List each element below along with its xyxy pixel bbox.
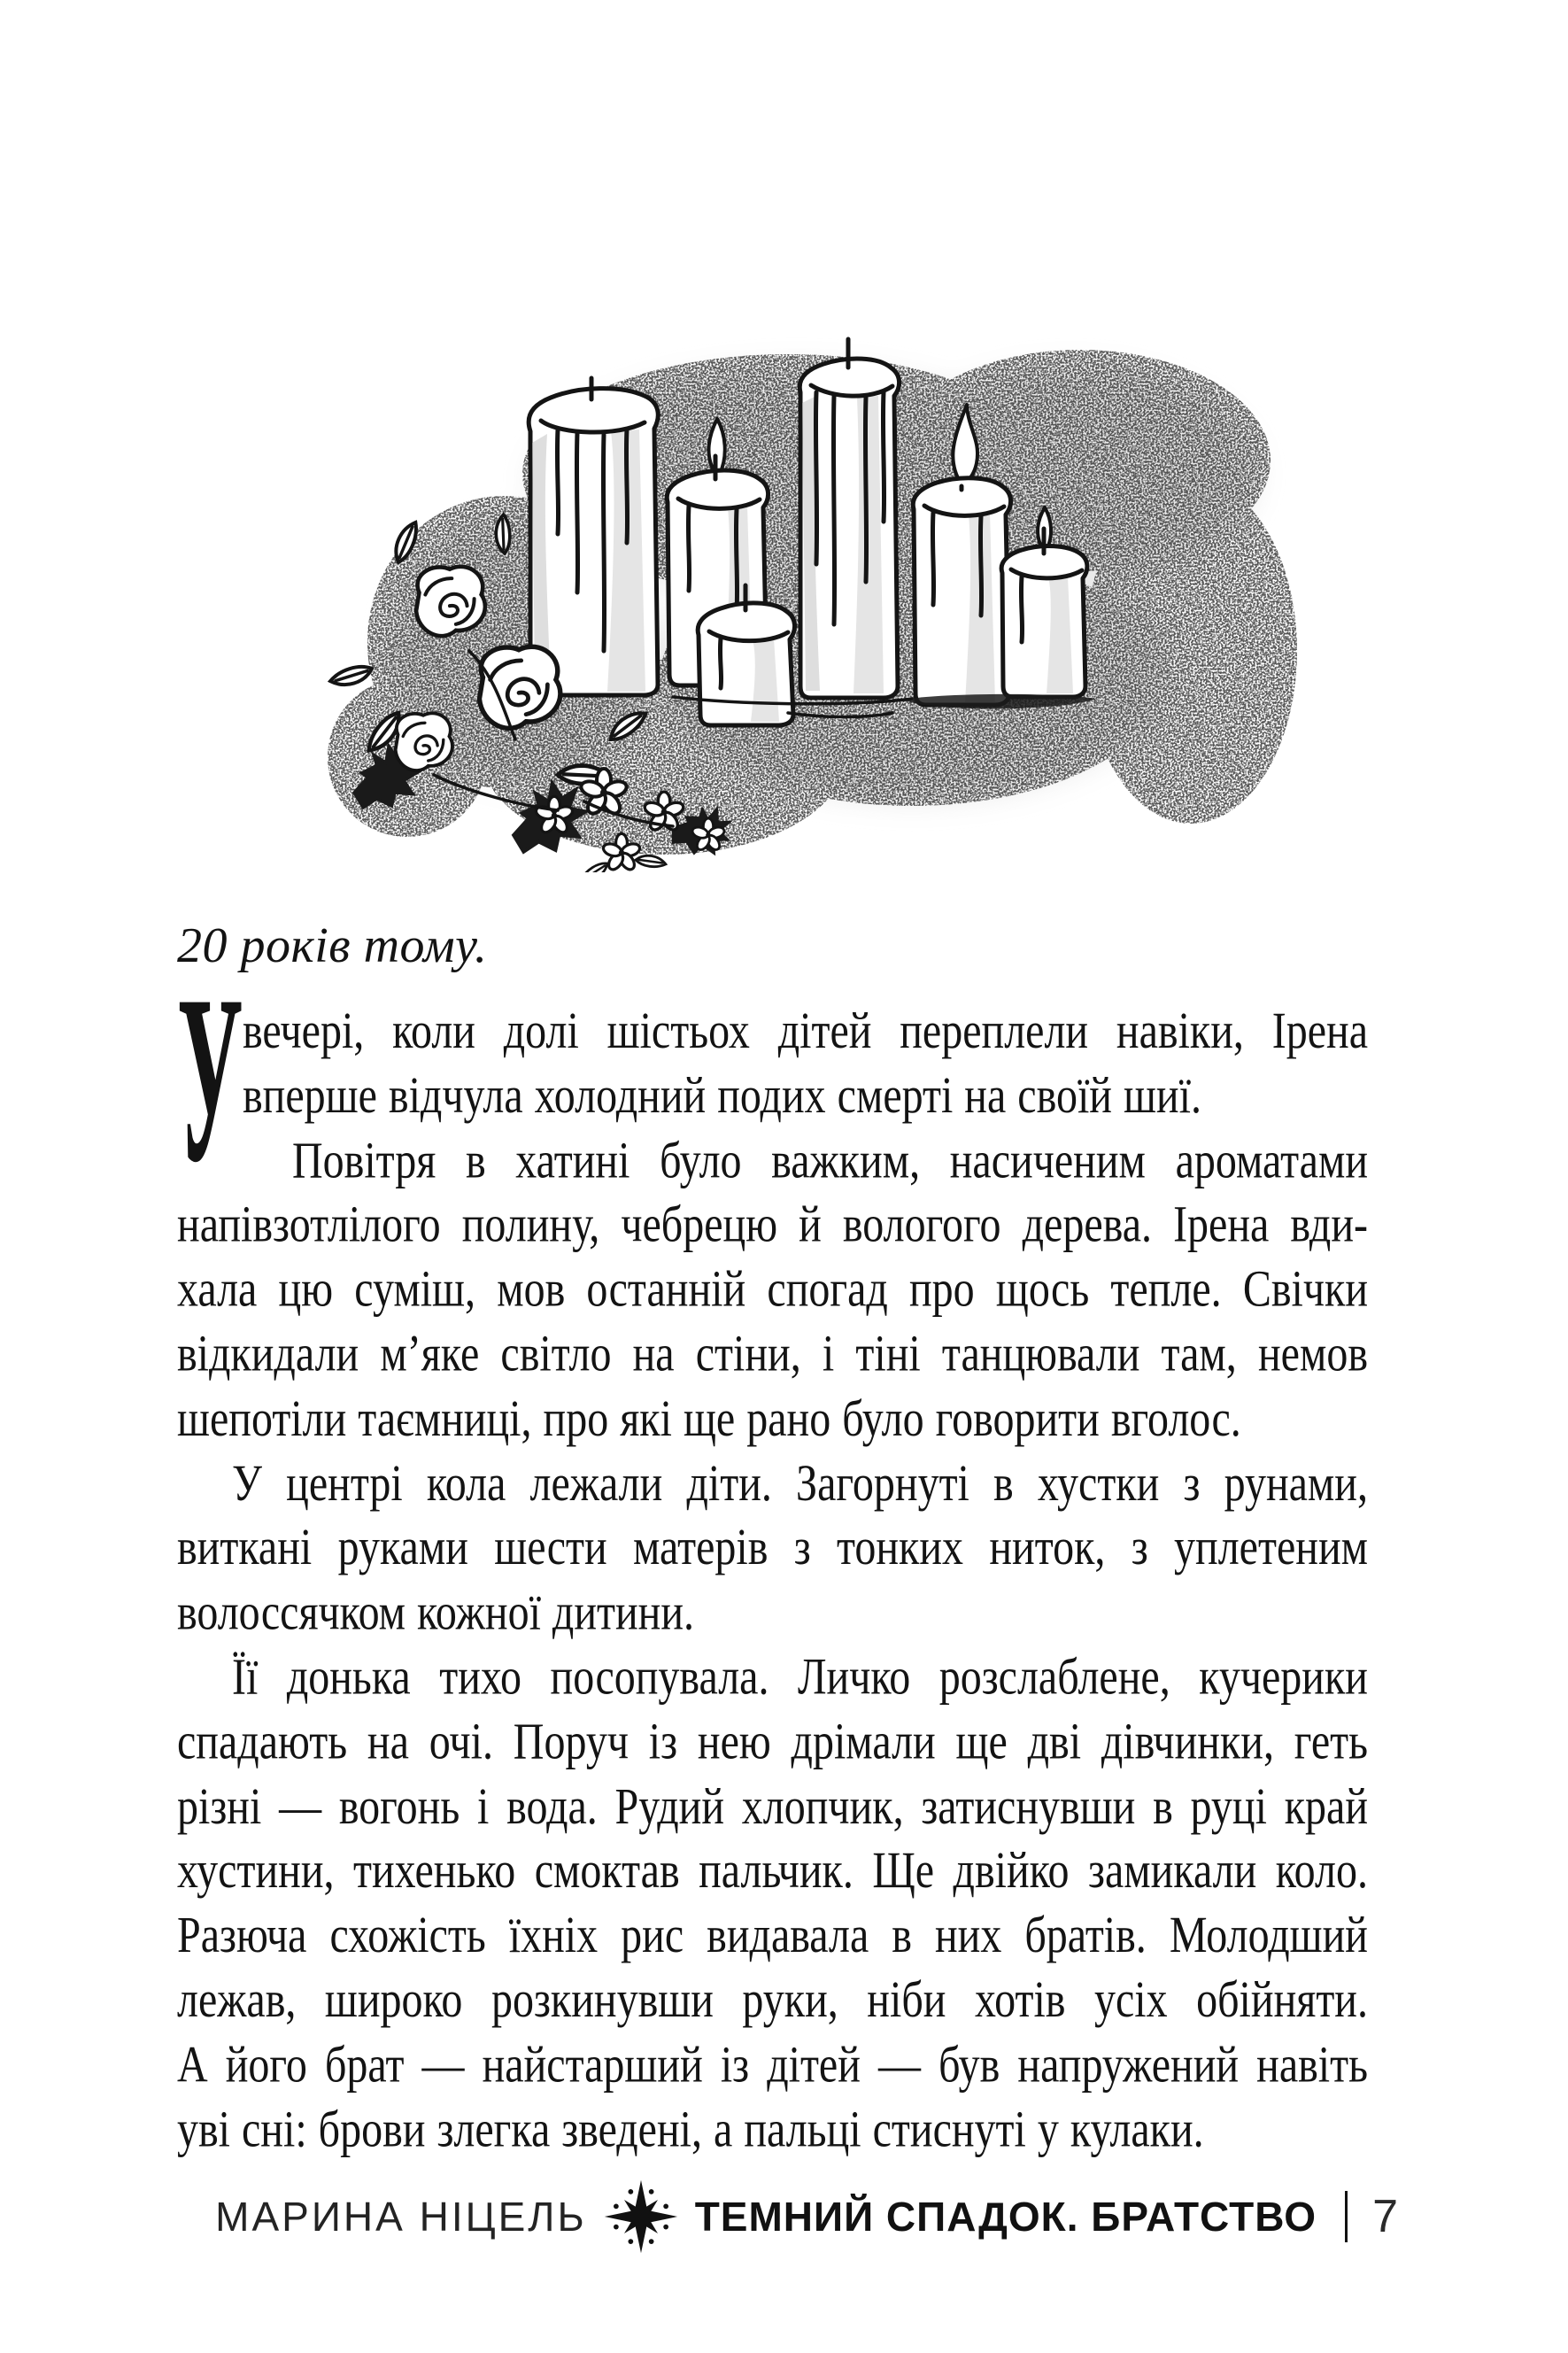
body-line: Повітря в хатині було важким, насиченим ароматами: [292, 1131, 1368, 1189]
drop-cap: У: [177, 946, 243, 1213]
body-line: Її донька тихо посопувала. Личко розслаблене, кучерики: [232, 1648, 1368, 1706]
body-line: А його брат — найстарший із дітей — був напружений навіть: [177, 2035, 1368, 2094]
running-footer: [215, 2174, 1398, 2259]
body-line: У центрі кола лежали діти. Загорнуті в хустки з рунами,: [232, 1454, 1368, 1512]
story-text: [177, 946, 1368, 2162]
body-line: спадають на очі. Поруч із нею дрімали ще дві дівчинки, геть: [177, 1713, 1368, 1770]
body-line: уві сні: брови злегка зведені, а пальці стиснуті у кулаки.: [177, 2100, 1204, 2158]
candles-illustration: [292, 297, 1302, 872]
footer-page-number: 7: [1372, 2191, 1398, 2242]
paragraph: [177, 1128, 1368, 1451]
footer-book-title: ТЕМНИЙ СПАДОК. БРАТСТВО: [694, 2194, 1317, 2240]
footer-divider: [1345, 2191, 1348, 2242]
body-line: Разюча схожість їхніх рис видавала в них братів. Молодший: [177, 1906, 1368, 1964]
body-line: вечері, коли долі шістьох дітей переплели навіки, Ірена: [243, 1002, 1368, 1060]
compass-star-icon: [603, 2179, 679, 2255]
body-line: напівзотлілого полину, чебрецю й вологого дерева. Ірена вди-: [177, 1196, 1368, 1254]
dateline-kicker: 20 років тому.: [177, 918, 488, 973]
paragraph: [177, 1451, 1368, 1645]
body-line: виткані руками шести матерів з тонких ниток, з уплетеним: [177, 1519, 1368, 1576]
body-line: лежав, широко розкинувши руки, ніби хотів усіх обійняти.: [177, 1970, 1368, 2029]
body-line: різні — вогонь і вода. Рудий хлопчик, затиснувши в руці край: [177, 1777, 1368, 1835]
body-line: шепотіли таємниці, про які ще рано було говорити вголос.: [177, 1389, 1241, 1448]
body-line: волоссячком кожної дитини.: [177, 1583, 695, 1641]
body-line: хала цю суміш, мов останній спогад про щось тепле. Свічки: [177, 1260, 1368, 1319]
candle-tall-left: [529, 378, 658, 695]
body-line: відкидали м’яке світло на стіни, і тіні танцювали там, немов: [177, 1325, 1368, 1383]
paragraph: [177, 1645, 1368, 2163]
body-line: вперше відчула холодний подих смерті на своїй шиї.: [243, 1066, 1201, 1125]
candle-tallest-center: [799, 339, 899, 698]
footer-author: МАРИНА НІЦЕЛЬ: [215, 2194, 587, 2240]
body-line: хустини, тихенько смоктав пальчик. Ще двійко замикали коло.: [177, 1842, 1368, 1900]
